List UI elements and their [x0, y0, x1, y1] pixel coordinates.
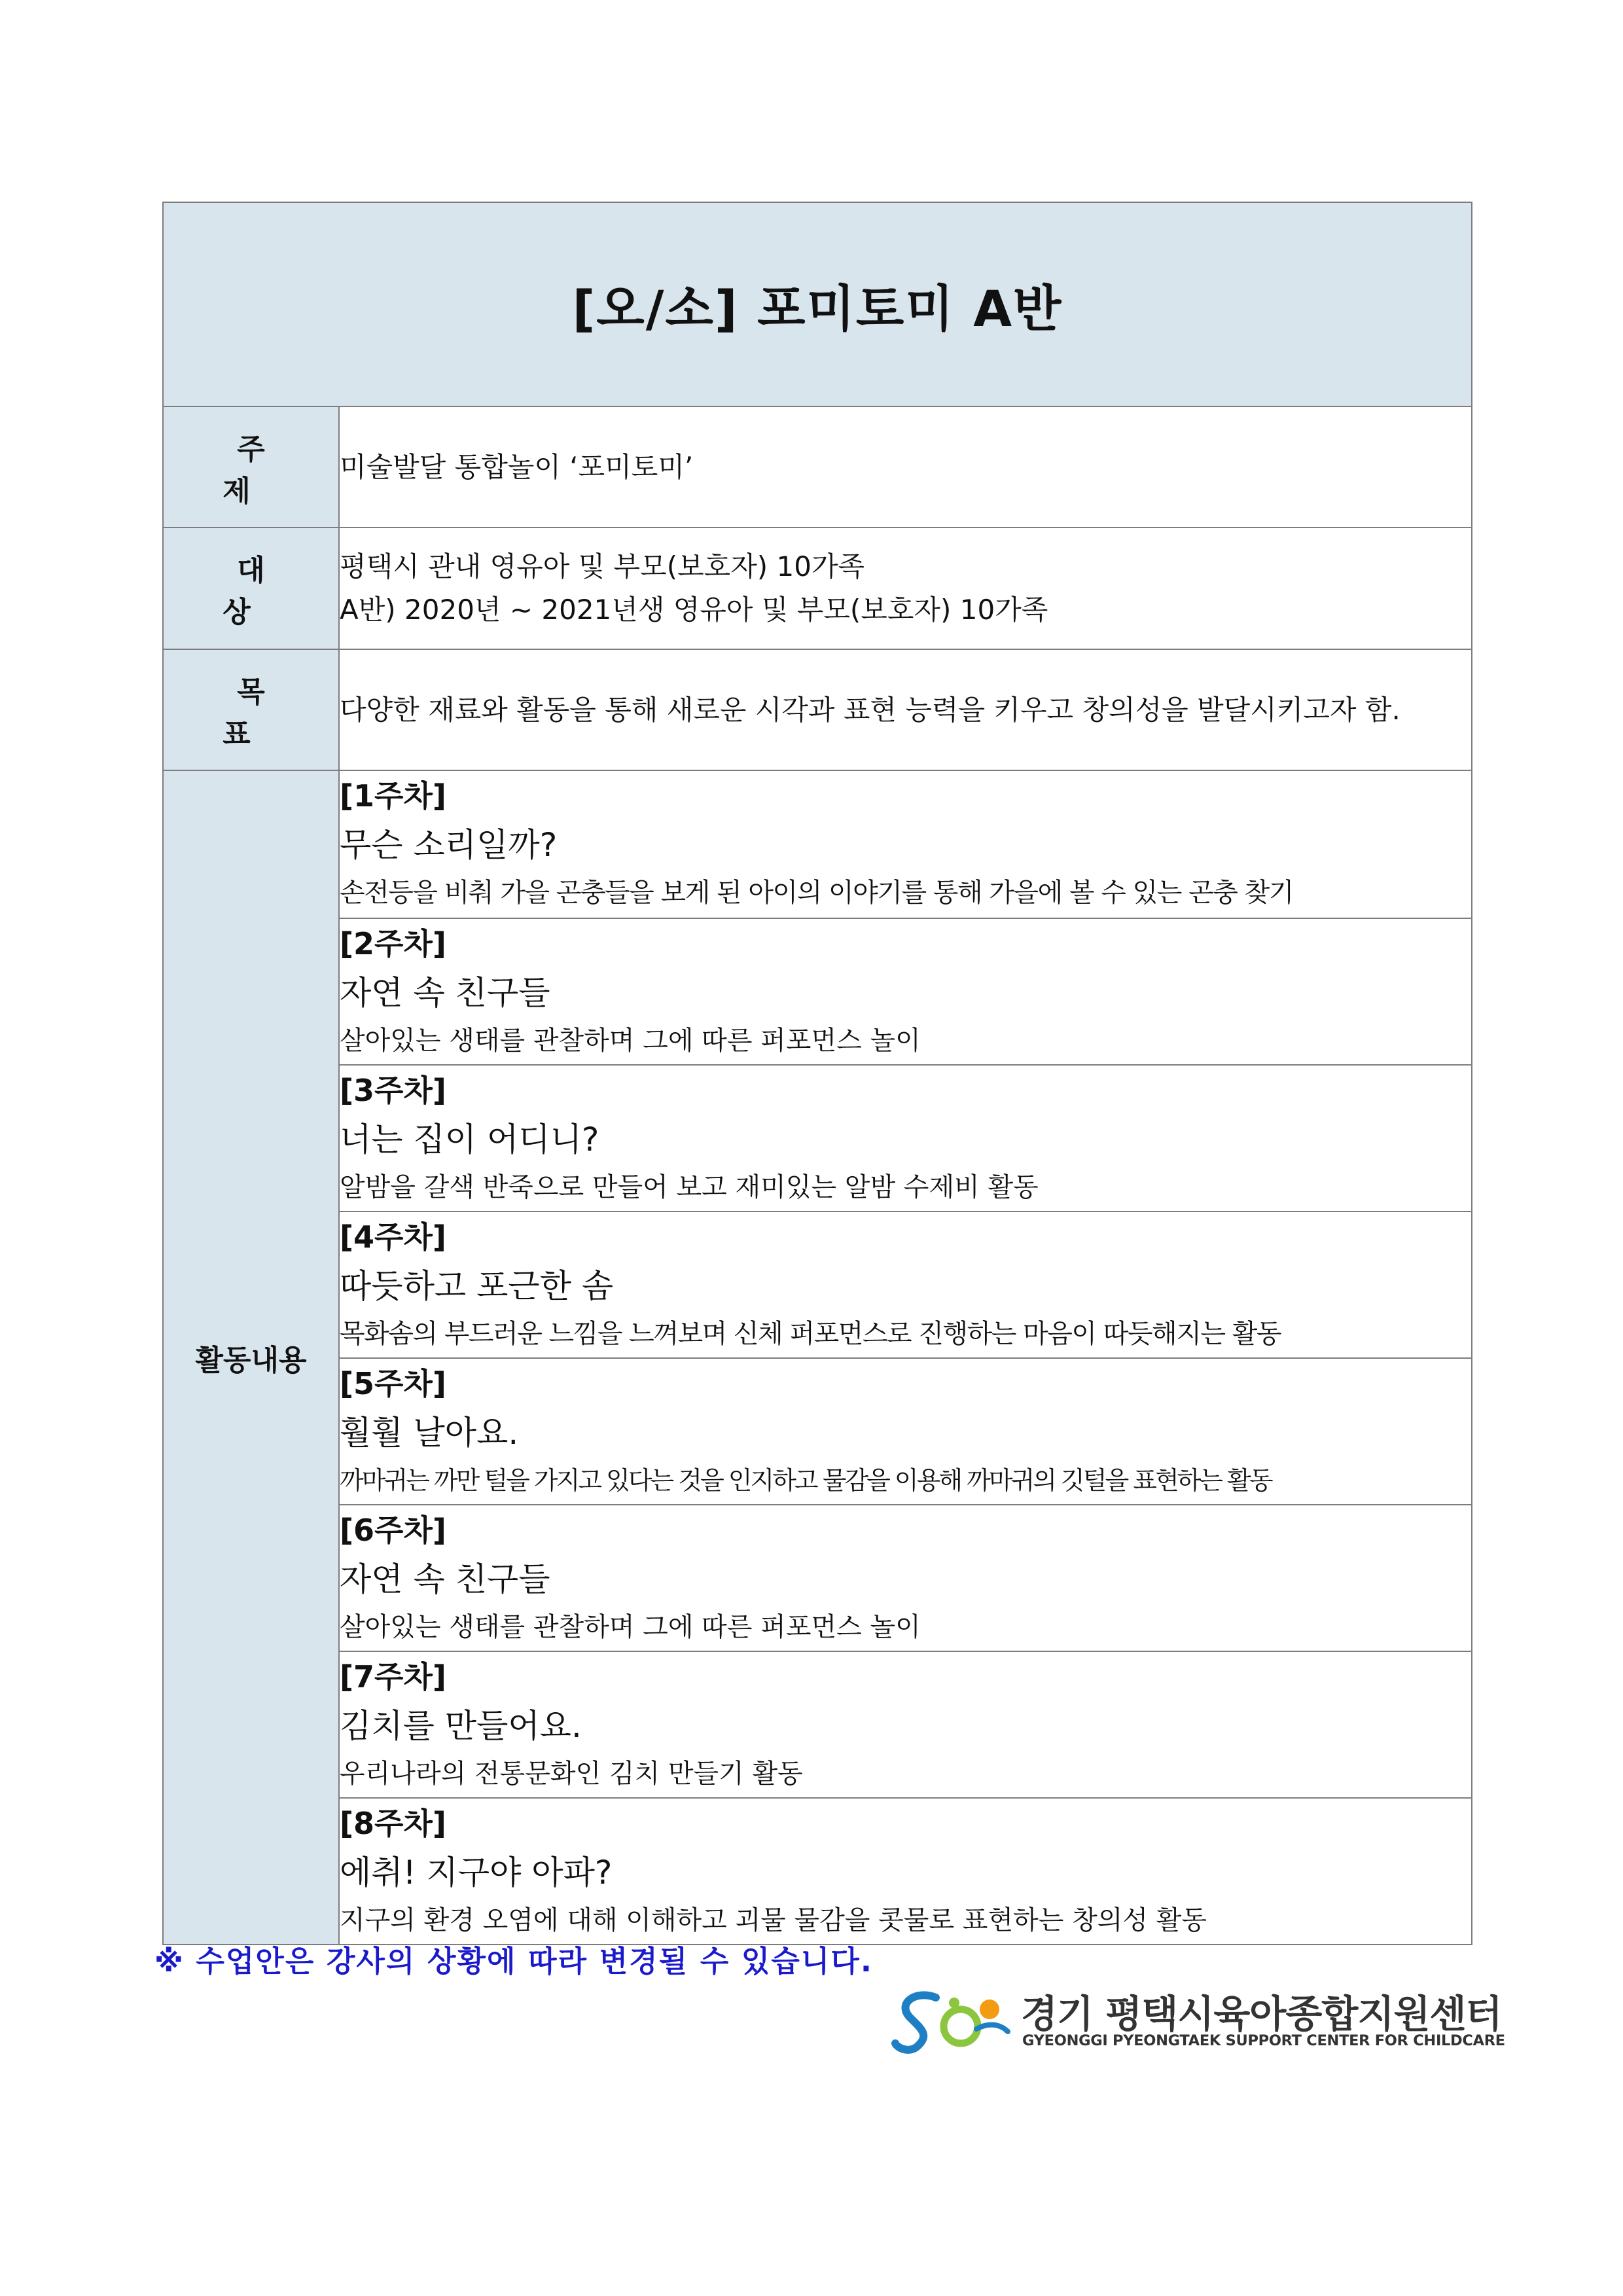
week-6-name: 자연 속 친구들 [340, 1560, 550, 1598]
week-8-desc: 지구의 환경 오염에 대해 이해하고 괴물 물감을 콧물로 표현하는 창의성 활동 [340, 1905, 1207, 1935]
center-name: 경기 평택시육아종합지원센터 [1021, 1992, 1502, 2036]
week-4-desc: 목화솜의 부드러운 느낌을 느껴보며 신체 퍼포먼스로 진행하는 마음이 따듯해지는 활동 [340, 1319, 1281, 1349]
target-label: 대 상 [163, 528, 339, 649]
week-6-title: [6주차] [340, 1513, 446, 1548]
week-1-desc: 손전등을 비춰 가을 곤충들을 보게 된 아이의 이야기를 통해 가을에 볼 수 있는 곤충 찾기 [340, 878, 1293, 908]
week-3-title: [3주차] [340, 1073, 446, 1108]
week-8-title: [8주차] [340, 1806, 446, 1841]
week-5-title: [5주차] [340, 1366, 446, 1401]
target-text [339, 528, 1472, 649]
target-line-2: A반) 2020년 ~ 2021년생 영유아 및 부모(보호자) 10가족 [340, 594, 1048, 626]
activities-list [339, 770, 1472, 1945]
week-8 [340, 1797, 1471, 1944]
week-1-title: [1주차] [340, 778, 446, 814]
subject-text: 미술발달 통합놀이 ‘포미토미’ [339, 406, 1472, 528]
subject-label: 주 제 [163, 406, 339, 528]
week-5 [340, 1357, 1471, 1504]
week-1 [340, 771, 1471, 918]
week-5-name: 훨훨 날아요. [340, 1414, 519, 1452]
week-2-name: 자연 속 친구들 [340, 974, 550, 1012]
week-6-desc: 살아있는 생태를 관찰하며 그에 따른 퍼포먼스 놀이 [340, 1612, 921, 1642]
week-5-desc: 까마귀는 까만 털을 가지고 있다는 것을 인지하고 물감을 이용해 까마귀의 깃털을 표현하는 활동 [340, 1466, 1272, 1495]
week-7-desc: 우리나라의 전통문화인 김치 만들기 활동 [340, 1759, 803, 1789]
week-4-title: [4주차] [340, 1219, 446, 1255]
goal-label: 목 표 [163, 649, 339, 770]
week-2-title: [2주차] [340, 926, 446, 961]
activities-label: 활동내용 [163, 770, 339, 1945]
week-2 [340, 918, 1471, 1064]
week-7-title: [7주차] [340, 1659, 446, 1695]
target-line-1: 평택시 관내 영유아 및 부모(보호자) 10가족 [340, 550, 865, 583]
week-8-name: 에취! 지구야 아파? [340, 1854, 613, 1892]
schedule-change-note: ※ 수업안은 강사의 상황에 따라 변경될 수 있습니다. [154, 1944, 873, 1979]
center-subtitle: GYEONGGI PYEONGTAEK SUPPORT CENTER FOR CHILDCARE [1022, 2032, 1505, 2049]
week-4 [340, 1211, 1471, 1357]
center-logo [890, 1983, 1505, 2055]
program-table [162, 202, 1472, 1945]
week-3 [340, 1064, 1471, 1211]
week-3-name: 너는 집이 어디니? [340, 1121, 599, 1158]
week-1-name: 무슨 소리일까? [340, 826, 558, 864]
week-7 [340, 1651, 1471, 1797]
week-3-desc: 알밤을 갈색 반죽으로 만들어 보고 재미있는 알밤 수제비 활동 [340, 1172, 1039, 1202]
center-logo-icon [890, 1983, 1021, 2055]
goal-cell [339, 649, 1472, 770]
goal-text: 다양한 재료와 활동을 통해 새로운 시각과 표현 능력을 키우고 창의성을 발달시키고자 함. [340, 693, 1400, 726]
week-6 [340, 1504, 1471, 1651]
week-7-name: 김치를 만들어요. [340, 1707, 582, 1745]
week-2-desc: 살아있는 생태를 관찰하며 그에 따른 퍼포먼스 놀이 [340, 1026, 921, 1056]
page-title: [오/소] 포미토미 A반 [163, 202, 1472, 406]
week-4-name: 따듯하고 포근한 솜 [340, 1267, 614, 1305]
